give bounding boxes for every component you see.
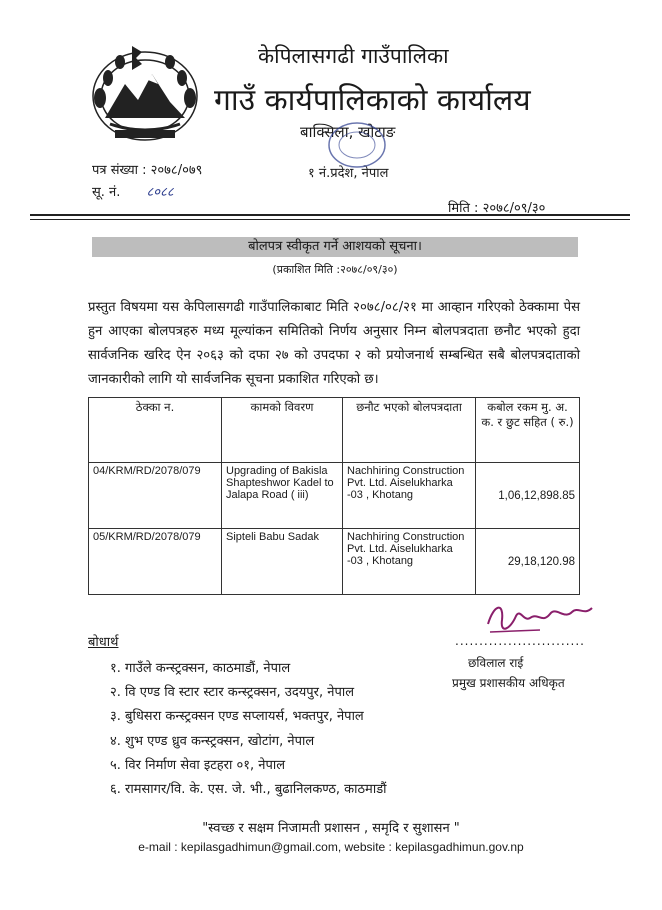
footer-contact: e-mail : kepilasgadhimun@gmail.com, website : kepilasgadhimun.gov.np — [138, 840, 524, 854]
municipality-name: केपिलासगढी गाउँपालिका — [258, 44, 449, 68]
table-row — [89, 529, 580, 595]
bid-amount: 29,18,120.98 — [476, 529, 580, 595]
header-rule — [30, 214, 630, 216]
signatory-title: प्रमुख प्रशासकीय अधिकृत — [452, 676, 565, 690]
notice-title: बोलपत्र स्वीकृत गर्ने आशयको सूचना। — [92, 237, 578, 257]
contract-number: 05/KRM/RD/2078/079 — [89, 529, 222, 595]
header-contract: ठेक्का न. — [89, 398, 222, 463]
header-bidder: छनौट भएको बोलपत्रदाता — [343, 398, 476, 463]
header-rule-thin — [30, 219, 630, 220]
province-text: १ नं.प्रदेश, नेपाल — [308, 166, 389, 181]
header-amount: कबोल रकम मु. अ. क. र छुट सहित ( रु.) — [476, 398, 580, 463]
document-date: मिति : २०७८/०९/३० — [448, 201, 546, 216]
cc-heading: बोधार्थ — [88, 635, 119, 650]
bidder-name: Nachhiring Construction Pvt. Ltd. Aiselukharka -03 , Khotang — [343, 529, 476, 595]
office-address: बाक्सिला, खोटाङ — [300, 123, 396, 141]
work-description: Upgrading of Bakisla Shapteshwor Kadel to Jalapa Road ( iii) — [222, 463, 343, 529]
header-work: कामको विवरण — [222, 398, 343, 463]
bid-table — [88, 397, 580, 595]
bidder-name: Nachhiring Construction Pvt. Ltd. Aiselukharka -03 , Khotang — [343, 463, 476, 529]
nepal-emblem-logo — [80, 40, 210, 145]
table-header-row — [89, 398, 580, 463]
list-item: ६. रामसागर/वि. के. एस. जे. भी., बुढानिलकण्ठ, काठमाडौं — [110, 781, 387, 797]
work-description: Sipteli Babu Sadak — [222, 529, 343, 595]
notice-body: प्रस्तुत विषयमा यस केपिलासगढी गाउँपालिकाबाट मिति २०७८/०८/२१ मा आव्हान गरिएको ठेक्कामा पेस हुन आएका बोलपत्रहरु मध्य मूल्यांकन समितिको निर्णय अनुसार निम्न बोलपत्रदाता छनौट भएको हुदा सार्वजनिक खरिद ऐन २०६३ को दफा २७ को उपदफा २ को प्रयोजनार्थ सम्बन्धित सबै बोलपत्रदाताको जानकारीको लागि यो सार्वजनिक सूचना प्रकाशित गरिएको छ। — [88, 300, 580, 387]
list-item: २. वि एण्ड वि स्टार स्टार कन्स्ट्रक्सन, उदयपुर, नेपाल — [110, 685, 355, 701]
contract-number: 04/KRM/RD/2078/079 — [89, 463, 222, 529]
office-name: गाउँ कार्यपालिकाको कार्यालय — [214, 83, 531, 118]
table-row — [89, 463, 580, 529]
list-item: ४. शुभ एण्ड ध्रुव कन्स्ट्रक्सन, खोटांग, नेपाल — [110, 733, 315, 749]
signature-line: ........................... — [455, 634, 585, 648]
cc-list — [110, 658, 387, 803]
footer-motto: "स्वच्छ र सक्षम निजामती प्रशासन , समृदि र सुशासन " — [202, 821, 460, 836]
list-item: ५. विर निर्माण सेवा इटहरा ०१, नेपाल — [110, 757, 286, 773]
signatory-name: छविलाल राई — [468, 656, 524, 670]
bid-amount: 1,06,12,898.85 — [476, 463, 580, 529]
published-date: (प्रकाशित मिति :२०७८/०९/३०) — [272, 263, 398, 276]
dispatch-number: सू. नं. ८०८८ — [92, 185, 174, 200]
list-item: ३. बुधिसरा कन्स्ट्रक्सन एण्ड सप्लायर्स, भक्तपुर, नेपाल — [110, 709, 364, 725]
letter-number: पत्र संख्या : २०७८/०७९ — [92, 163, 203, 178]
office-seal-stamp — [326, 120, 388, 170]
list-item: १. गाउँले कन्स्ट्रक्सन, काठमाडौं, नेपाल — [110, 661, 291, 676]
